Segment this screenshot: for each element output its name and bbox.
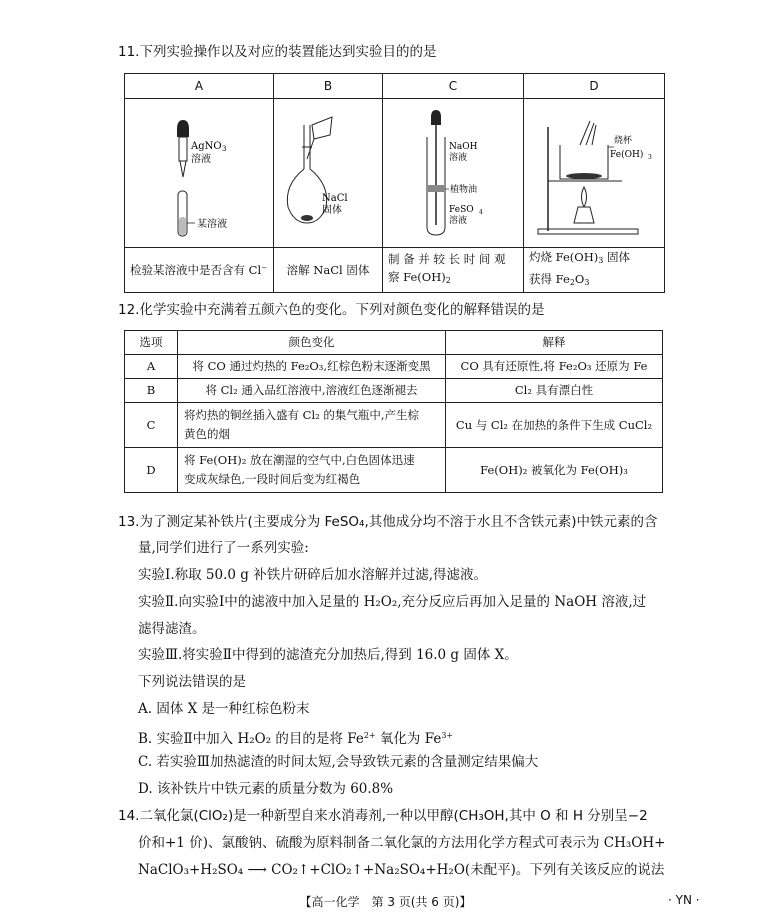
table-row: D 将 Fe(OH)₂ 放在潮湿的空气中,白色固体迅速 变成灰绿色,一段时间后变为红褐色 Fe(OH)₂ 被氧化为 Fe(OH)₃ — [125, 448, 663, 493]
label-agno3: AgNO — [191, 141, 222, 152]
label-unknown-solution: 某溶液 — [197, 219, 227, 230]
table-row: A 将 CO 通过灼热的 Fe₂O₃,红棕色粉末逐渐变黑 CO 具有还原性,将 Fe₂O₃ 还原为 Fe — [125, 355, 663, 379]
label-vegetable-oil: 植物油 — [450, 185, 478, 195]
label-solid-b: 固体 — [322, 205, 342, 216]
q11-header-a: A — [125, 74, 274, 99]
label-solution-a: 溶液 — [191, 154, 211, 165]
q11-figure-a — [125, 99, 274, 248]
table-row: C 将灼热的铜丝插入盛有 Cl₂ 的集气瓶中,产生棕 黄色的烟 Cu 与 Cl₂ 在加热的条件下生成 CuCl₂ — [125, 403, 663, 448]
label-feoh3: Fe(OH) — [610, 150, 644, 160]
q13-option-d: D. 该补铁片中铁元素的质量分数为 60.8% — [138, 781, 394, 797]
q13-line-7: 下列说法错误的是 — [138, 674, 246, 690]
q12-title: 12.化学实验中充满着五颜六色的变化。下列对颜色变化的解释错误的是 — [118, 302, 545, 318]
q11-title: 11.下列实验操作以及对应的装置能达到实验目的的是 — [118, 44, 437, 60]
q11-header-d: D — [524, 74, 665, 99]
volumetric-flask-figure — [274, 99, 382, 243]
dropper-test-tube-figure — [125, 99, 273, 243]
q13-option-c: C. 若实验Ⅲ加热滤渣的时间太短,会导致铁元素的含量测定结果偏大 — [138, 754, 539, 770]
q11-header-b: B — [274, 74, 383, 99]
q11-caption-a: 检验某溶液中是否含有 Cl⁻ — [125, 248, 274, 293]
label-solution-c1: 溶液 — [449, 153, 468, 163]
q13-line-1: 13.为了测定某补铁片(主要成分为 FeSO₄,其他成分均不溶于水且不含铁元素)中铁元素的含 — [118, 514, 658, 530]
q11-caption-d: 灼烧 $Fe(OH)_3$ 固体 获得 $Fe_2O_3$ — [524, 248, 665, 293]
q13-option-b: B. 实验Ⅱ中加入 H₂O₂ 的目的是将 $Fe^{2+}$ 氧化为 $Fe^{3+}$ — [138, 731, 454, 747]
q11-figure-c — [383, 99, 524, 248]
q12-header-change: 颜色变化 — [178, 331, 446, 355]
q12-header-explain: 解释 — [446, 331, 663, 355]
label-solution-c2: 溶液 — [449, 216, 468, 226]
label-nacl: NaCl — [322, 193, 348, 204]
q11-caption-b: 溶解 NaCl 固体 — [274, 248, 383, 293]
q13-line-2: 量,同学们进行了一系列实验: — [138, 540, 309, 556]
q14-line-1: 14.二氧化氯(ClO₂)是一种新型自来水消毒剂,一种以甲醇(CH₃OH,其中 O 和 H 分别呈−2 — [118, 808, 648, 824]
q14-line-2: 价和+1 价)、氯酸钠、硫酸为原料制备二氧化氯的方法用化学方程式可表示为 CH₃OH+ — [138, 835, 666, 851]
corner-mark: · YN · — [668, 893, 700, 907]
q11-table — [124, 73, 665, 293]
test-tube-oil-layer-figure — [383, 99, 523, 243]
heating-beaker-figure — [524, 99, 664, 243]
q14-line-3: NaClO₃+H₂SO₄ ⟶ CO₂↑+ClO₂↑+Na₂SO₄+H₂O(未配平)。下列有关该反应的说法 — [138, 862, 665, 878]
q13-option-a: A. 固体 X 是一种红棕色粉末 — [138, 701, 310, 717]
q13-line-6: 实验Ⅲ.将实验Ⅱ中得到的滤渣充分加热后,得到 16.0 g 固体 X。 — [138, 647, 518, 663]
q11-figure-d — [524, 99, 665, 248]
page-footer: 【高一化学 第 3 页(共 6 页)】 — [299, 895, 472, 909]
q12-header-option: 选项 — [125, 331, 178, 355]
label-feso4-sub: 4 — [479, 209, 483, 216]
q13-line-5: 滤得滤渣。 — [138, 621, 206, 637]
q13-line-3: 实验Ⅰ.称取 50.0 g 补铁片研碎后加水溶解并过滤,得滤液。 — [138, 567, 487, 583]
label-feoh3-sub: 3 — [648, 154, 652, 161]
q11-caption-c: 制 备 并 较 长 时 间 观 察 $Fe(OH)_2$ — [383, 248, 524, 293]
table-row: B 将 Cl₂ 通入品红溶液中,溶液红色逐渐褪去 Cl₂ 具有漂白性 — [125, 379, 663, 403]
label-agno3-sub: 3 — [222, 145, 227, 153]
q13-line-4: 实验Ⅱ.向实验Ⅰ中的滤液中加入足量的 H₂O₂,充分反应后再加入足量的 NaOH 溶液,过 — [138, 594, 647, 610]
q12-table — [124, 330, 663, 493]
q11-header-c: C — [383, 74, 524, 99]
label-naoh: NaOH — [449, 142, 478, 152]
label-beaker: 烧杯 — [614, 136, 633, 146]
label-feso4: FeSO — [449, 205, 474, 215]
q11-figure-b — [274, 99, 383, 248]
